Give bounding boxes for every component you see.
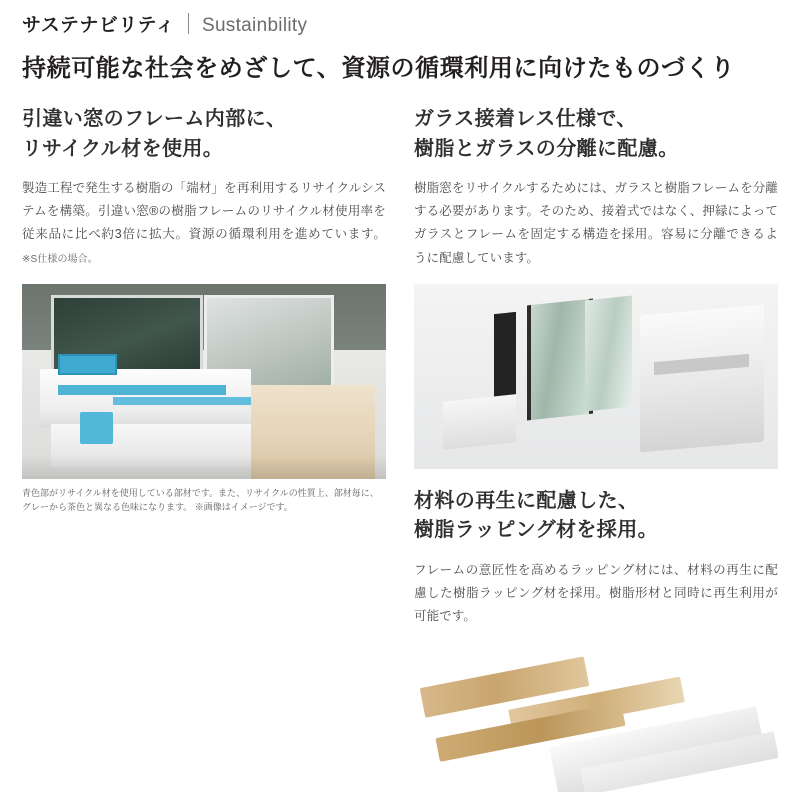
- section-3-title-line1: 材料の再生に配慮した、: [414, 489, 639, 512]
- section-1-body-note: ※S仕様の場合。: [22, 253, 98, 265]
- header-title-en: Sustainbility: [201, 15, 308, 36]
- resin-wrapping-material-photo: [414, 642, 778, 792]
- glass-resin-separation-photo: [414, 284, 778, 469]
- photo-glass-unit-back: [585, 296, 632, 412]
- section-2-title-line2: 樹脂とガラスの分離に配慮。: [414, 137, 679, 160]
- section-2-title: [414, 105, 778, 164]
- section-1-title: [22, 105, 386, 164]
- section-1-body-text: 製造工程で発生する樹脂の「端材」を再利用するリサイクルシステムを構築。引違い窓®の樹脂フレームのリサイクル材使用率を従来品に比べ約3倍に拡大。資源の循環利用を進めています。: [22, 181, 386, 242]
- content-columns: [22, 105, 778, 792]
- section-2-title-line1: ガラス接着レス仕様で、: [414, 108, 637, 130]
- photo-bead-piece: [443, 395, 516, 451]
- photo-recycled-part-c: [80, 412, 113, 443]
- section-1-title-line2: リサイクル材を使用。: [22, 137, 224, 160]
- section-3-title: [414, 487, 778, 546]
- section-3-body: フレームの意匠性を高めるラッピング材には、材料の再生に配慮した樹脂ラッピング材を採用。樹脂形材と同時に再生利用が可能です。: [414, 562, 778, 624]
- section-1-body: [22, 177, 386, 270]
- page-title: 持続可能な社会をめざして、資源の循環利用に向けたものづくり: [22, 55, 735, 82]
- photo-recycled-part-a: [58, 354, 116, 375]
- header-divider: [188, 13, 189, 34]
- photo-shadow: [22, 455, 386, 478]
- column-left: [22, 105, 386, 792]
- column-right: [414, 105, 778, 792]
- section-1-title-line1: 引違い窓のフレーム内部に、: [22, 108, 287, 130]
- section-1-caption: 青色部がリサイクル材を使用している部材です。また、リサイクルの性質上、部材毎に、グレーから茶色と異なる色味になります。 ※画像はイメージです。: [22, 487, 379, 513]
- page-header: [22, 0, 778, 37]
- window-frame-cross-section-photo: [22, 284, 386, 479]
- photo-resin-frame: [640, 304, 764, 452]
- photo-recycled-part-b: [58, 385, 225, 395]
- header-title-jp: サステナビリティ: [22, 15, 175, 36]
- section-2-body: 樹脂窓をリサイクルするためには、ガラスと樹脂フレームを分離する必要があります。そのため、接着式ではなく、押縁によってガラスとフレームを固定する構造を採用。容易に分離できるように配慮しています。: [414, 181, 778, 265]
- section-3-title-line2: 樹脂ラッピング材を採用。: [414, 519, 658, 542]
- photo-glass-unit-front: [527, 299, 593, 421]
